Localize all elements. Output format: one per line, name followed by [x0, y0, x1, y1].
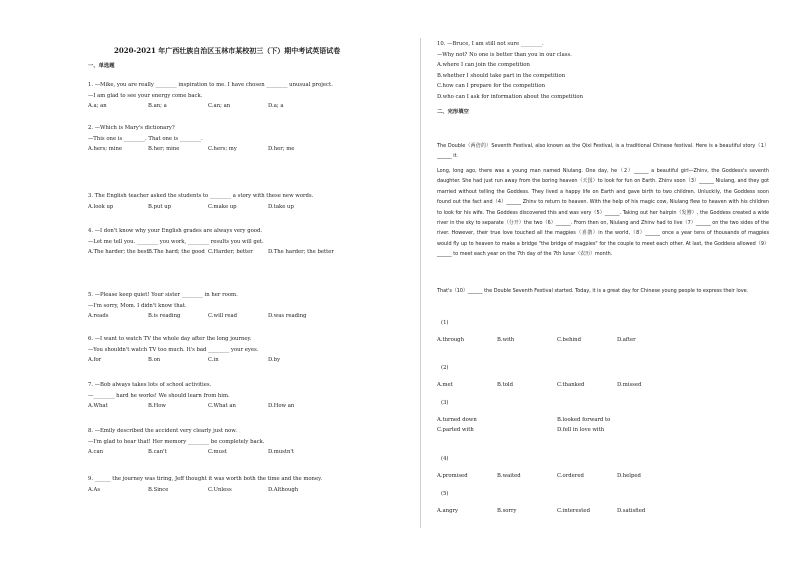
question-1 — [88, 80, 408, 112]
question-2 — [88, 123, 408, 155]
answer-option[interactable]: C.must — [208, 449, 227, 455]
cloze-item-3 — [437, 398, 777, 436]
cloze-item-2 — [437, 363, 777, 390]
answer-option[interactable]: C.an; an — [208, 103, 231, 109]
answer-option[interactable]: A.The harder; the best — [88, 249, 149, 255]
question-text: 5. —Please keep quiet! Your sister ________ in her room. — [88, 292, 238, 298]
cloze-number: (1) — [441, 320, 449, 326]
question-text: 6. —I want to watch TV the whole day after the long journey. — [88, 336, 252, 342]
answer-option[interactable]: C.Harder; better — [208, 249, 253, 255]
answer-option[interactable]: D.by — [268, 357, 281, 363]
answer-option[interactable]: B.an; a — [148, 103, 167, 109]
cloze-number: (5) — [441, 491, 449, 497]
answer-option[interactable]: C.ordered — [557, 472, 584, 479]
cloze-item-1 — [437, 318, 777, 345]
answer-option[interactable]: B.How — [148, 403, 166, 409]
answer-options — [88, 247, 408, 258]
answer-option[interactable]: C.interested — [557, 507, 590, 514]
answer-option[interactable]: D.after — [617, 336, 636, 343]
answer-option[interactable]: D.The harder; the better — [268, 249, 334, 255]
answer-option[interactable]: B.is reading — [148, 313, 181, 319]
answer-option[interactable]: C.in — [208, 357, 219, 363]
question-text: —I'm sorry, Mom. I didn't know that. — [88, 302, 187, 309]
answer-option[interactable]: B.sorry — [497, 507, 517, 514]
answer-option[interactable]: A.turned down — [437, 416, 477, 423]
answer-option[interactable]: B.put up — [148, 203, 171, 210]
answer-options — [437, 380, 777, 391]
answer-option[interactable]: D.take up — [268, 203, 294, 210]
answer-option[interactable]: C.will read — [208, 313, 238, 319]
question-text: —You shouldn't watch TV too much. It's bad ________ your eyes. — [88, 346, 259, 353]
answer-options — [437, 425, 777, 436]
answer-options — [437, 335, 777, 346]
passage-paragraph: The Double（两倍的）Seventh Festival, also known as the Qixi Festival, is a traditional Chinese festival. Here is a beautiful story（1）______ it. — [437, 143, 769, 160]
question-10 — [437, 39, 777, 102]
answer-option[interactable]: A.where I can join the competition — [437, 62, 530, 68]
answer-option[interactable]: D.mustn't — [268, 449, 295, 455]
answer-option[interactable]: A.a; an — [88, 103, 107, 109]
answer-options — [88, 447, 408, 458]
answer-option[interactable]: C.make up — [208, 203, 237, 210]
answer-option[interactable]: A.reads — [88, 313, 109, 319]
question-7 — [88, 380, 408, 412]
answer-option[interactable]: C.What an — [208, 403, 236, 409]
question-text: 3. The English teacher asked the students to ________ a story with these new words. — [88, 193, 314, 199]
question-5 — [88, 290, 408, 322]
answer-options — [437, 471, 777, 482]
answer-option[interactable]: D.who can I ask for information about the competition — [437, 93, 584, 100]
answer-option[interactable]: C.Unless — [208, 486, 232, 493]
section-heading-single-choice: 一、单选题 — [88, 63, 115, 69]
section-heading-cloze: 二、完形填空 — [437, 109, 469, 115]
answer-option[interactable]: C.parted with — [437, 427, 474, 433]
question-6 — [88, 334, 408, 366]
cloze-number: (3) — [441, 400, 449, 406]
question-text: —Why not? No one is better than you in our class. — [437, 51, 572, 58]
answer-option[interactable]: A.As — [88, 486, 101, 493]
answer-option[interactable]: C.hers; my — [208, 146, 237, 152]
answer-option[interactable]: A.can — [88, 449, 104, 455]
question-3 — [88, 191, 408, 212]
answer-option[interactable]: C.how can I prepare for the competition — [437, 83, 545, 89]
answer-option[interactable]: A.met — [437, 381, 453, 388]
cloze-item-5 — [437, 489, 777, 516]
question-4 — [88, 226, 408, 258]
answer-options — [88, 355, 408, 366]
answer-options — [437, 506, 777, 517]
answer-option[interactable]: C.behind — [557, 336, 581, 343]
answer-option[interactable]: B.whether I should take part in the competition — [437, 72, 566, 79]
question-text: 8. —Emily described the accident very clearly just now. — [88, 428, 237, 434]
answer-option[interactable]: B.her; mine — [148, 146, 180, 152]
question-text: 9. ______ the journey was tiring, Jeff thought it was worth both the time and the money. — [88, 476, 323, 482]
question-8 — [88, 426, 408, 458]
passage-paragraph: Long, long ago, there was a young man named Niulang. One day, he（2）______ a beautiful girl—Zhinv, the Goddess's seventh daughter. She had just run away from the boring heaven（天国）to look for fun on Earth. Zhinv soon（3）______ Niulang, and they got married without telling the Goddess. They lived a happy life on Earth and gave birth to two children. Unluckily, the Goddess soon found out the fact and（4）______ Zhinv to return to heaven. With the help of his magic cow, Niulang flew to heaven with his children to look for his wife. The Goddess discovered this and was very（5）______. Taking out her hairpin（发簪）, the Goddess created a wide river in the sky to separate（分开）the two（6）______. From then on, Niulang and Zhinv had to live（7）______ on the two sides of the river. However, their true love touched all the magpies（喜鹊）in the world,（8）______ once a year tens of thousands of magpies would fly up to heaven to make a bridge "the bridge of magpies" for the couple to meet each other. At last, the Goddess allowed（9）______ to meet each year on the 7th day of the 7th lunar（农历）month. — [437, 168, 769, 258]
answer-option[interactable]: D.fell in love with — [557, 427, 605, 433]
answer-option[interactable]: A.promised — [437, 472, 468, 479]
answer-option[interactable]: B.on — [148, 357, 161, 363]
answer-option[interactable]: B.with — [497, 336, 515, 343]
question-text: —________ hard he works! We should learn from him. — [88, 392, 230, 399]
question-text: 2. —Which is Mary's dictionary? — [88, 125, 175, 131]
question-text: 10. —Bruce, I am still not sure ________. — [437, 41, 544, 47]
answer-options — [88, 311, 408, 322]
answer-options — [88, 485, 408, 496]
exam-title: 2020-2021 年广西壮族自治区玉林市某校初三（下）期中考试英语试卷 — [114, 46, 341, 55]
answer-option[interactable]: D.her; me — [268, 146, 295, 152]
answer-option[interactable]: C.thanked — [557, 381, 585, 388]
answer-option[interactable]: B.waited — [497, 472, 521, 479]
answer-option[interactable]: B.can't — [148, 449, 167, 455]
cloze-number: (2) — [441, 365, 449, 371]
answer-option[interactable]: D.Although — [268, 486, 299, 493]
answer-option[interactable]: A.look up — [88, 203, 114, 210]
answer-option[interactable]: D.a; a — [268, 103, 284, 109]
passage-paragraph: That's（10）______ the Double Seventh Festival started. Today, it is a great day for Chinese young people to express their love. — [437, 288, 749, 294]
answer-option[interactable]: B.The hard; the good — [148, 249, 205, 255]
answer-option[interactable]: D.missed — [617, 381, 642, 388]
column-divider — [420, 38, 421, 528]
question-text: 7. —Bob always takes lots of school activities. — [88, 382, 212, 388]
answer-option[interactable]: A.What — [88, 403, 108, 409]
answer-options — [437, 415, 777, 426]
answer-option[interactable]: D.How an — [268, 403, 295, 409]
answer-option[interactable]: D.was reading — [268, 313, 307, 319]
cloze-number: (4) — [441, 456, 449, 462]
question-text: —This one is ________. That one is ________. — [88, 135, 203, 142]
cloze-item-4 — [437, 454, 777, 481]
answer-options — [88, 202, 408, 213]
answer-option[interactable]: A.angry — [437, 507, 458, 514]
answer-options — [88, 144, 408, 155]
answer-option[interactable]: D.satisfied — [617, 507, 646, 514]
answer-option[interactable]: A.hers; mine — [88, 146, 123, 152]
answer-option[interactable]: A.through — [437, 336, 464, 343]
answer-option[interactable]: B.looked forward to — [557, 416, 611, 423]
answer-option[interactable]: D.helped — [617, 472, 641, 479]
question-9 — [88, 474, 408, 495]
answer-option[interactable]: B.told — [497, 381, 513, 388]
question-text: —I am glad to see your energy come back. — [88, 92, 203, 99]
answer-options — [88, 101, 408, 112]
answer-option[interactable]: A.for — [88, 357, 102, 363]
answer-options — [88, 401, 408, 412]
answer-option[interactable]: B.Since — [148, 486, 169, 493]
question-text: 1. —Mike, you are really ________ inspiration to me. I have chosen ________ unusual project. — [88, 82, 333, 88]
question-text: —I'm glad to hear that! Her memory ________ be completely back. — [88, 438, 265, 445]
question-text: —Let me tell you. ________ you work, ________ results you will get. — [88, 238, 264, 245]
question-text: 4. —I don't know why your English grades are always very good. — [88, 228, 263, 234]
